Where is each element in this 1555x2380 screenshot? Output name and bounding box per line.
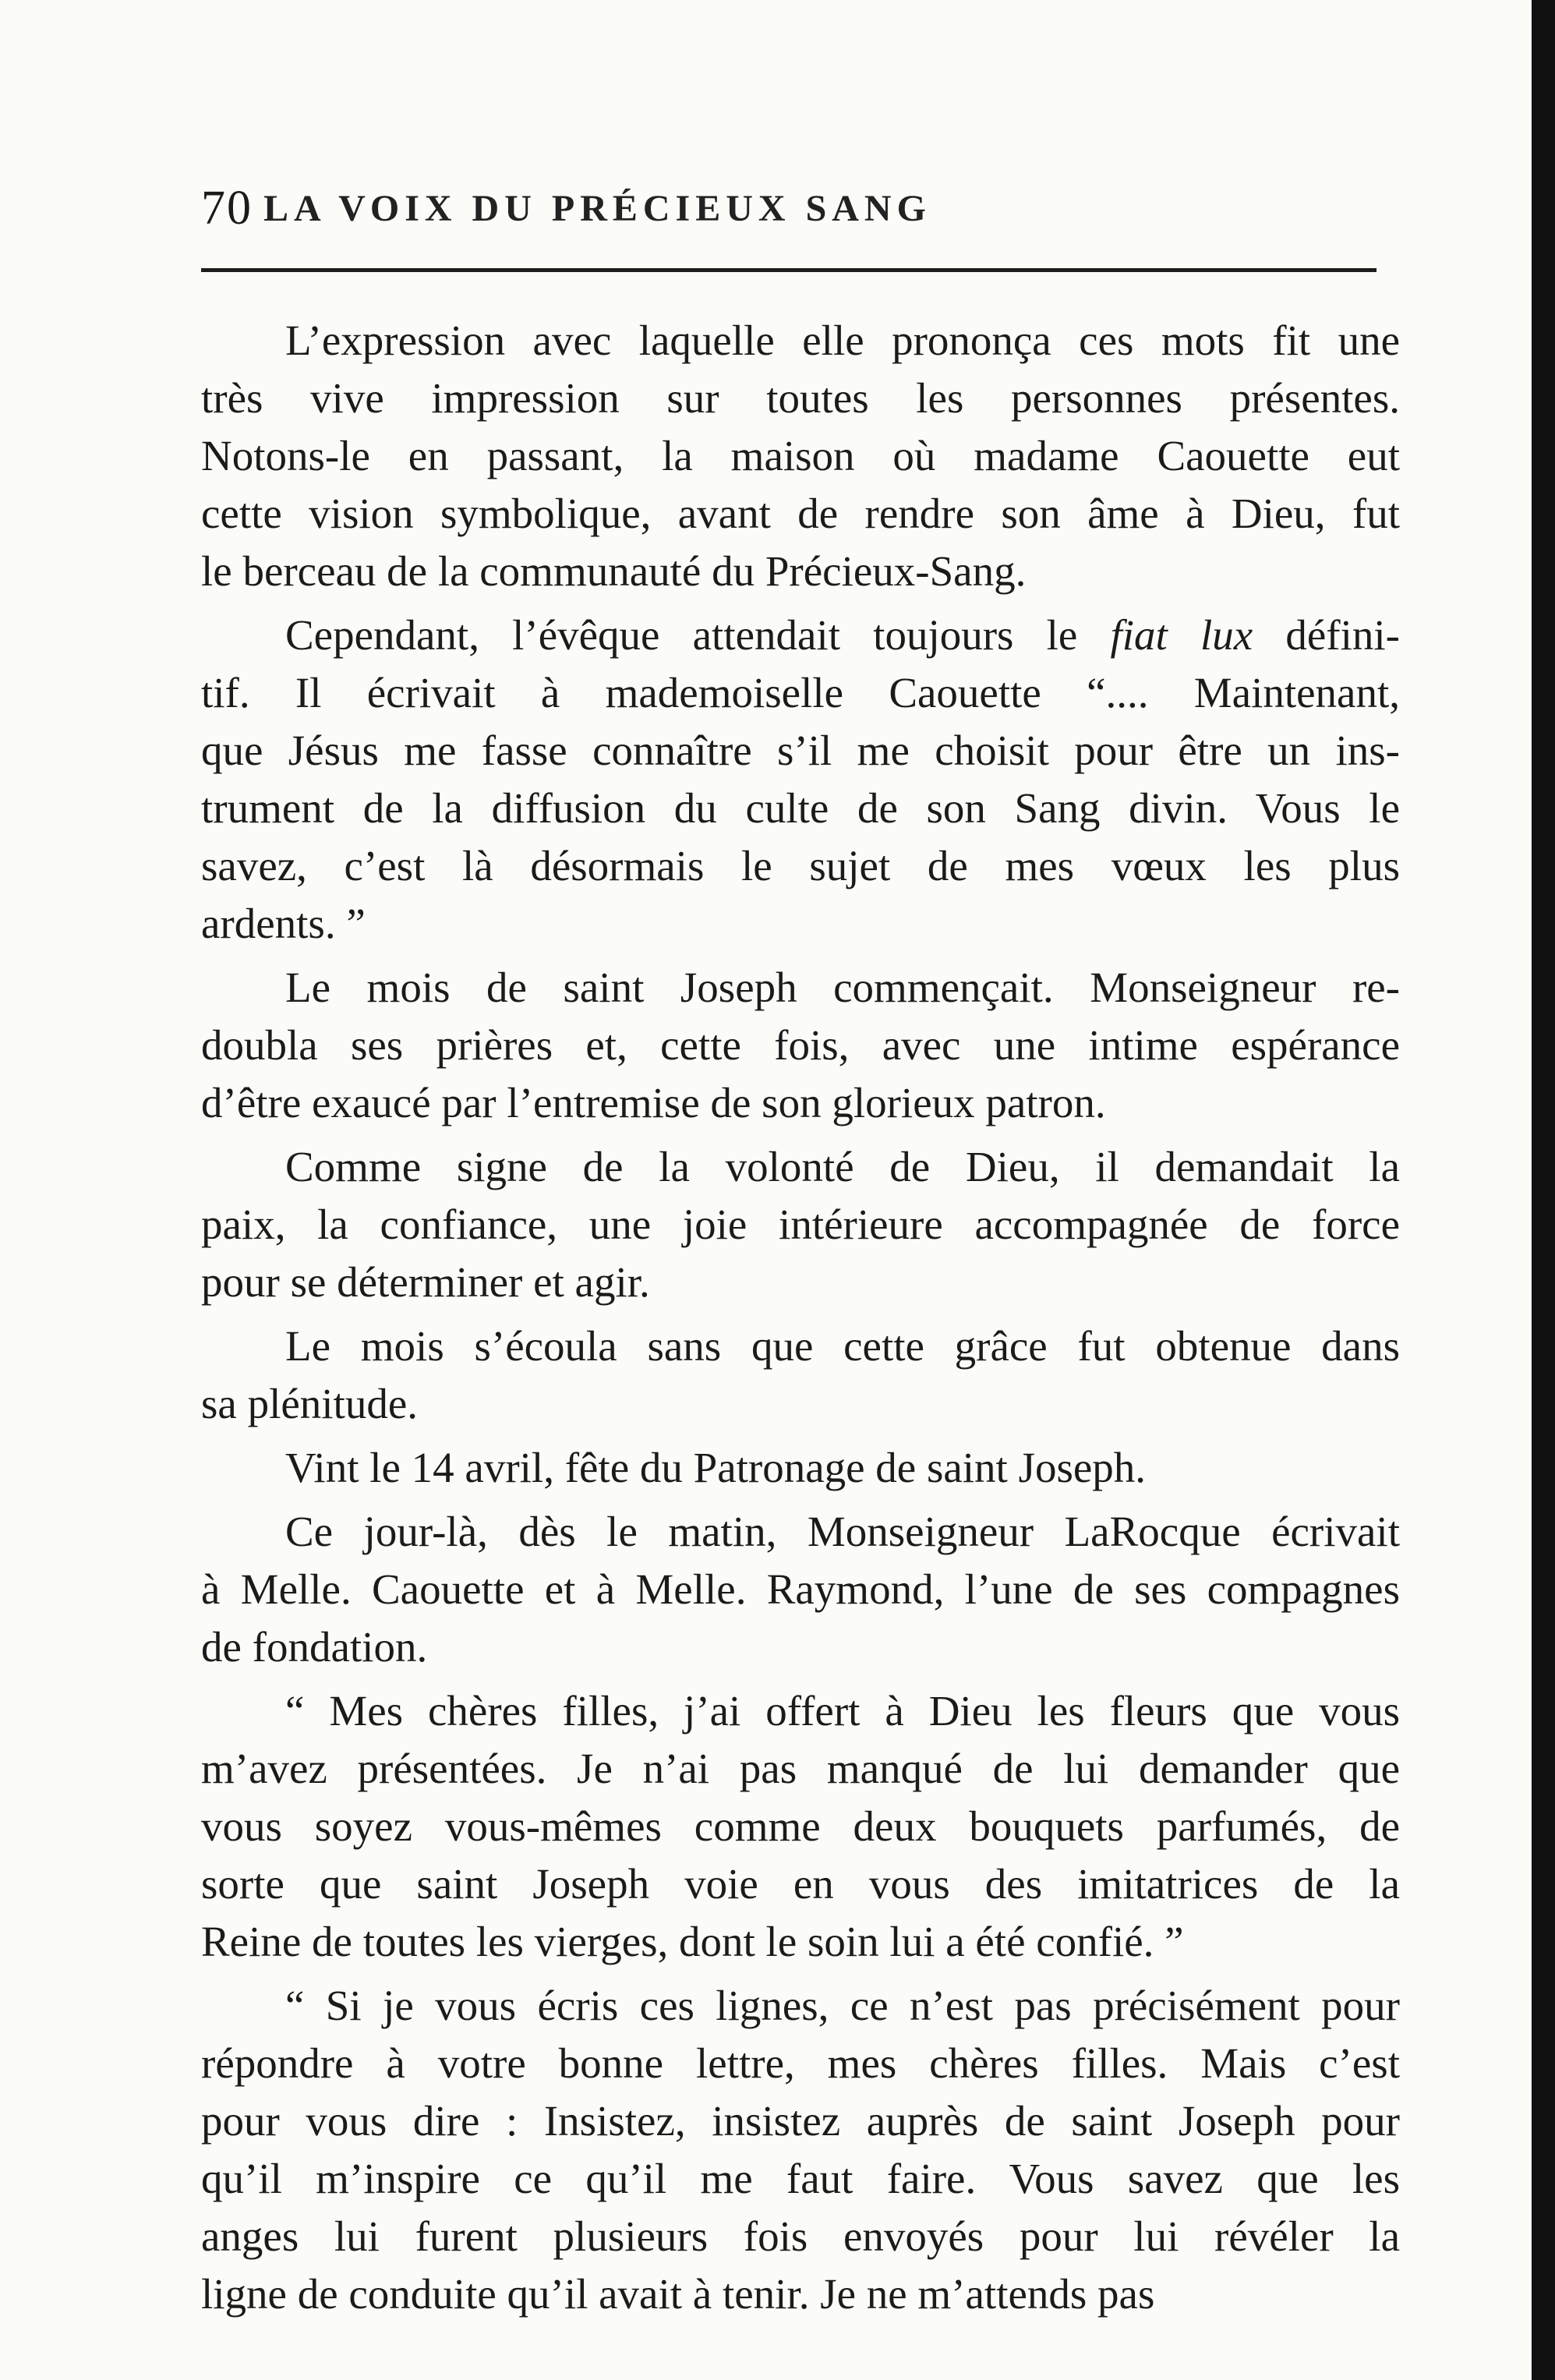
text-line: Vint le 14 avril, fête du Patronage de saint Joseph. — [285, 1444, 1147, 1491]
text-line: “ Si je vous écris ces lignes, ce n’est pas précisément pour — [285, 1982, 1400, 2029]
paragraph — [201, 1138, 1400, 1311]
text-line: qu’il m’inspire ce qu’il me faut faire. Vous savez que les — [201, 2155, 1400, 2202]
paragraph — [201, 959, 1400, 1132]
paragraph — [201, 1977, 1400, 2323]
text-line: d’être exaucé par l’entremise de son glorieux patron. — [201, 1079, 1106, 1126]
page-edge-shadow — [1532, 0, 1555, 2380]
text-line: Le mois de saint Joseph commençait. Monseigneur re- — [285, 964, 1400, 1011]
page-header — [201, 181, 1448, 235]
text-line: ardents. ” — [201, 900, 366, 947]
text-line: sorte que saint Joseph voie en vous des imitatrices de la — [201, 1860, 1400, 1908]
text-line: L’expression avec laquelle elle prononça ces mots fit une — [285, 317, 1400, 364]
text-line: Le mois s’écoula sans que cette grâce fut obtenue dans — [285, 1322, 1400, 1370]
text-line: Ce jour-là, dès le matin, Monseigneur LaRocque écrivait — [285, 1508, 1400, 1555]
text-line: “ Mes chères filles, j’ai offert à Dieu les fleurs que vous — [285, 1687, 1400, 1735]
text-line: doubla ses prières et, cette fois, avec une intime espérance — [201, 1021, 1400, 1069]
text-line: Comme signe de la volonté de Dieu, il demandait la — [285, 1143, 1400, 1190]
text-line: pour se déterminer et agir. — [201, 1258, 650, 1306]
text-line: trument de la diffusion du culte de son Sang divin. Vous le — [201, 784, 1400, 832]
paragraph — [201, 1503, 1400, 1676]
text-line: Notons-le en passant, la maison où madame Caouette eut — [201, 432, 1400, 479]
text-line: savez, c’est là désormais le sujet de mes vœux les plus — [201, 842, 1400, 889]
text-line: ligne de conduite qu’il avait à tenir. Je ne m’attends pas — [201, 2270, 1155, 2318]
text-line: répondre à votre bonne lettre, mes chères filles. Mais c’est — [201, 2039, 1400, 2087]
text-line: que Jésus me fasse connaître s’il me choisit pour être un ins- — [201, 727, 1400, 774]
page-number: 70 — [201, 182, 253, 235]
paragraph — [201, 606, 1400, 953]
text-line: anges lui furent plusieurs fois envoyés pour lui révéler la — [201, 2212, 1400, 2260]
text-line: très vive impression sur toutes les personnes présentes. — [201, 374, 1400, 422]
text-line: cette vision symbolique, avant de rendre son âme à Dieu, fut — [201, 490, 1400, 537]
text-line: pour vous dire : Insistez, insistez auprès de saint Joseph pour — [201, 2097, 1400, 2145]
text-line: de fondation. — [201, 1623, 428, 1671]
text-line: à Melle. Caouette et à Melle. Raymond, l’une de ses compagnes — [201, 1565, 1400, 1613]
text-line: m’avez présentées. Je n’ai pas manqué de lui demander que — [201, 1745, 1400, 1792]
text-line: tif. Il écrivait à mademoiselle Caouette “.... Maintenant, — [201, 669, 1400, 716]
text-line: Cependant, l’évêque attendait toujours le fiat lux défini- — [285, 611, 1400, 659]
text-line: Reine de toutes les vierges, dont le soin lui a été confié. ” — [201, 1918, 1184, 1965]
header-rule — [201, 268, 1377, 272]
text-line: vous soyez vous-mêmes comme deux bouquets parfumés, de — [201, 1802, 1400, 1850]
paragraph — [201, 1682, 1400, 1971]
paragraph — [201, 1439, 1400, 1497]
paragraph — [201, 312, 1400, 600]
text-line: paix, la confiance, une joie intérieure accompagnée de force — [201, 1201, 1400, 1248]
body-text — [201, 312, 1400, 2329]
text-line: le berceau de la communauté du Précieux-Sang. — [201, 547, 1027, 595]
text-line: sa plénitude. — [201, 1380, 418, 1427]
running-title: LA VOIX DU PRÉCIEUX SANG — [263, 188, 931, 229]
paragraph — [201, 1317, 1400, 1433]
